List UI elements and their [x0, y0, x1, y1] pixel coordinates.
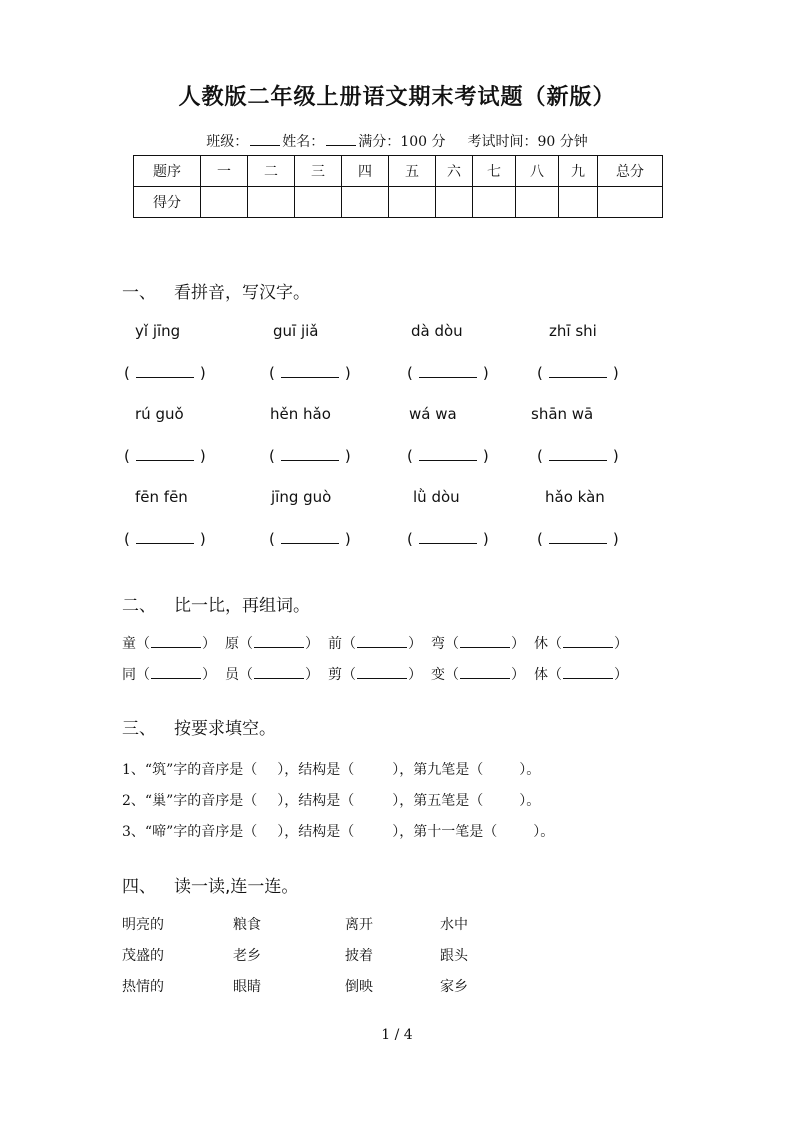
- section-number: 三、: [122, 719, 156, 739]
- match-word[interactable]: 茂盛的: [122, 948, 164, 964]
- score-cell[interactable]: [598, 187, 663, 218]
- score-table-score-row: [134, 187, 663, 218]
- answer-blank[interactable]: ( ): [537, 530, 619, 548]
- section2-heading: [122, 591, 310, 616]
- score-header-cell: 八: [516, 156, 559, 187]
- score-row-label: 得分: [134, 187, 201, 218]
- answer-blank[interactable]: ( ): [269, 364, 351, 382]
- match-word[interactable]: 离开: [345, 917, 373, 933]
- answer-blank[interactable]: ( ): [407, 447, 489, 465]
- section-title: 比一比，再组词。: [174, 596, 310, 616]
- compare-item[interactable]: 弯（ ）: [431, 636, 525, 652]
- score-cell[interactable]: [473, 187, 516, 218]
- score-header-cell: 二: [248, 156, 295, 187]
- score-cell[interactable]: [248, 187, 295, 218]
- score-header-cell: 题序: [134, 156, 201, 187]
- pinyin-label: wá wa: [409, 405, 457, 423]
- page-number: 1 / 4: [381, 1027, 413, 1043]
- score-cell[interactable]: [201, 187, 248, 218]
- compare-item[interactable]: 变（ ）: [431, 667, 525, 683]
- compare-row: [122, 633, 637, 653]
- score-header-cell: 九: [559, 156, 598, 187]
- section-number: 一、: [122, 283, 156, 303]
- match-word[interactable]: 热情的: [122, 979, 164, 995]
- match-word[interactable]: 明亮的: [122, 917, 164, 933]
- class-label: 班级：: [206, 134, 249, 150]
- score-header-cell: 总分: [598, 156, 663, 187]
- match-word[interactable]: 老乡: [233, 948, 261, 964]
- full-score: 满分：100 分: [358, 134, 446, 150]
- score-header-cell: 四: [342, 156, 389, 187]
- match-word[interactable]: 跟头: [440, 948, 468, 964]
- answer-blank[interactable]: ( ): [407, 530, 489, 548]
- question-line[interactable]: 1、“筑”字的音序是（ ），结构是（ ），第九笔是（ ）。: [122, 762, 541, 778]
- section3-heading: [122, 714, 276, 739]
- name-blank: [326, 133, 356, 146]
- answer-blank[interactable]: ( ): [269, 447, 351, 465]
- score-cell[interactable]: [295, 187, 342, 218]
- section-title: 按要求填空。: [174, 719, 276, 739]
- score-cell[interactable]: [559, 187, 598, 218]
- score-cell[interactable]: [389, 187, 436, 218]
- answer-blank[interactable]: ( ): [537, 364, 619, 382]
- compare-row: [122, 664, 637, 684]
- score-cell[interactable]: [436, 187, 473, 218]
- score-table: [133, 155, 663, 218]
- match-word[interactable]: 水中: [440, 917, 468, 933]
- answer-blank[interactable]: ( ): [407, 364, 489, 382]
- exam-info-line: [0, 131, 794, 151]
- question-line[interactable]: 3、“啼”字的音序是（ ），结构是（ ），第十一笔是（ ）。: [122, 824, 555, 840]
- match-word[interactable]: 倒映: [345, 979, 373, 995]
- pinyin-label: rú guǒ: [135, 405, 184, 423]
- match-word[interactable]: 粮食: [233, 917, 261, 933]
- score-header-cell: 一: [201, 156, 248, 187]
- score-table-header-row: [134, 156, 663, 187]
- section-title: 看拼音，写汉字。: [174, 283, 310, 303]
- class-blank: [250, 133, 280, 146]
- pinyin-label: fēn fēn: [135, 488, 188, 506]
- score-cell[interactable]: [342, 187, 389, 218]
- section1-heading: [122, 278, 310, 303]
- section-number: 二、: [122, 596, 156, 616]
- compare-item[interactable]: 童（ ）: [122, 636, 216, 652]
- exam-title: 人教版二年级上册语文期末考试题（新版）: [178, 85, 616, 110]
- compare-item[interactable]: 前（ ）: [328, 636, 422, 652]
- answer-blank[interactable]: ( ): [124, 447, 206, 465]
- section-title: 读一读,连一连。: [174, 877, 299, 897]
- pinyin-label: lǜ dòu: [413, 488, 460, 506]
- pinyin-label: guī jiǎ: [273, 322, 319, 340]
- compare-item[interactable]: 体（ ）: [534, 667, 628, 683]
- pinyin-label: jīng guò: [271, 488, 332, 506]
- section-number: 四、: [122, 877, 156, 897]
- compare-item[interactable]: 同（ ）: [122, 667, 216, 683]
- score-header-cell: 六: [436, 156, 473, 187]
- answer-blank[interactable]: ( ): [124, 364, 206, 382]
- name-label: 姓名：: [282, 134, 325, 150]
- score-header-cell: 七: [473, 156, 516, 187]
- answer-blank[interactable]: ( ): [269, 530, 351, 548]
- compare-item[interactable]: 原（ ）: [225, 636, 319, 652]
- answer-blank[interactable]: ( ): [537, 447, 619, 465]
- match-word[interactable]: 家乡: [440, 979, 468, 995]
- exam-time: 考试时间：90 分钟: [467, 134, 588, 150]
- compare-item[interactable]: 剪（ ）: [328, 667, 422, 683]
- question-line[interactable]: 2、“巢”字的音序是（ ），结构是（ ），第五笔是（ ）。: [122, 793, 541, 809]
- score-header-cell: 五: [389, 156, 436, 187]
- pinyin-label: shān wā: [531, 405, 594, 423]
- pinyin-label: yǐ jīng: [135, 322, 181, 340]
- pinyin-label: hǎo kàn: [545, 488, 605, 506]
- pinyin-label: dà dòu: [411, 322, 463, 340]
- answer-blank[interactable]: ( ): [124, 530, 206, 548]
- compare-item[interactable]: 休（ ）: [534, 636, 628, 652]
- score-header-cell: 三: [295, 156, 342, 187]
- compare-item[interactable]: 员（ ）: [225, 667, 319, 683]
- match-word[interactable]: 眼睛: [233, 979, 261, 995]
- pinyin-label: zhī shi: [549, 322, 597, 340]
- section4-heading: [122, 872, 298, 897]
- score-cell[interactable]: [516, 187, 559, 218]
- pinyin-label: hěn hǎo: [270, 405, 331, 423]
- match-word[interactable]: 披着: [345, 948, 373, 964]
